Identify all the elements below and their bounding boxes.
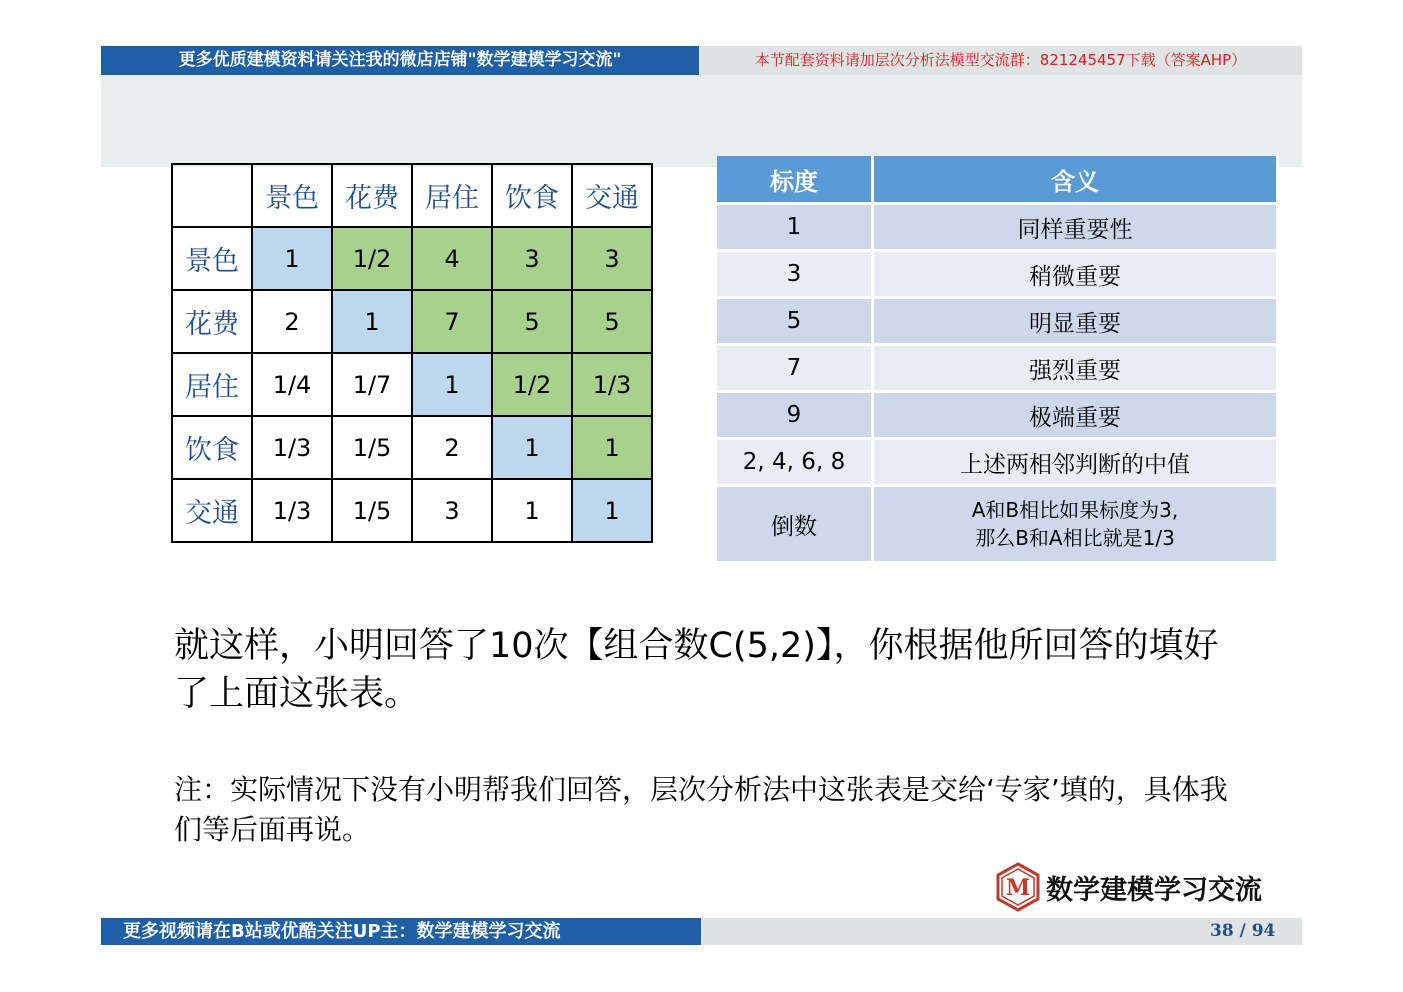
matrix-cell: 1/5 xyxy=(332,416,412,479)
matrix-row-header: 交通 xyxy=(172,479,252,542)
scale-row xyxy=(717,251,1278,298)
scale-meaning: 稍微重要 xyxy=(873,251,1278,298)
matrix-cell: 3 xyxy=(412,479,492,542)
logo-text: 数学建模学习交流 xyxy=(1046,874,1262,906)
matrix-cell: 1 xyxy=(412,353,492,416)
note-paragraph: 注：实际情况下没有小明帮我们回答，层次分析法中这张表是交给‘专家’填的，具体我们等后面再说。 xyxy=(174,773,1228,846)
page-number: 38 / 94 xyxy=(1210,921,1276,941)
matrix-header-row xyxy=(172,164,652,227)
matrix-cell: 1 xyxy=(572,416,652,479)
matrix-col-header: 交通 xyxy=(572,164,652,227)
matrix-row-header: 花费 xyxy=(172,290,252,353)
scale-meaning-line: 那么B和A相比就是1/3 xyxy=(975,526,1175,550)
matrix-cell: 5 xyxy=(492,290,572,353)
scale-meaning: 强烈重要 xyxy=(873,345,1278,392)
header-promo-right: 本节配套资料请加层次分析法模型交流群：821245457下载（答案AHP） xyxy=(699,46,1302,75)
matrix-cell: 3 xyxy=(572,227,652,290)
scale-row xyxy=(717,345,1278,392)
footer-promo: 更多视频请在B站或优酷关注UP主：数学建模学习交流 xyxy=(101,918,701,945)
scale-meaning xyxy=(873,486,1278,563)
scale-meaning: 同样重要性 xyxy=(873,204,1278,251)
matrix-cell: 1/5 xyxy=(332,479,412,542)
matrix-cell: 1 xyxy=(332,290,412,353)
m-hexagon-icon xyxy=(994,862,1042,912)
scale-value: 1 xyxy=(717,204,873,251)
scale-row xyxy=(717,486,1278,563)
matrix-cell: 2 xyxy=(252,290,332,353)
scale-col-header: 标度 xyxy=(717,156,873,204)
matrix-row xyxy=(172,227,652,290)
matrix-cell: 5 xyxy=(572,290,652,353)
matrix-col-header: 居住 xyxy=(412,164,492,227)
matrix-col-header: 花费 xyxy=(332,164,412,227)
scale-header-row xyxy=(717,156,1278,204)
matrix-row-header: 居住 xyxy=(172,353,252,416)
scale-value: 7 xyxy=(717,345,873,392)
matrix-corner-cell xyxy=(172,164,252,227)
matrix-row-header: 景色 xyxy=(172,227,252,290)
matrix-col-header: 景色 xyxy=(252,164,332,227)
scale-table xyxy=(717,156,1279,564)
matrix-col-header: 饮食 xyxy=(492,164,572,227)
matrix-cell: 1/3 xyxy=(572,353,652,416)
scale-value: 5 xyxy=(717,298,873,345)
scale-row xyxy=(717,392,1278,439)
logo-letter: M xyxy=(1005,875,1031,901)
matrix-cell: 1/3 xyxy=(252,479,332,542)
brand-logo xyxy=(994,862,1262,912)
matrix-cell: 1/2 xyxy=(492,353,572,416)
matrix-cell: 1 xyxy=(252,227,332,290)
matrix-cell: 4 xyxy=(412,227,492,290)
meaning-col-header: 含义 xyxy=(873,156,1278,204)
matrix-cell: 1/4 xyxy=(252,353,332,416)
matrix-cell: 1 xyxy=(492,416,572,479)
matrix-cell: 1/7 xyxy=(332,353,412,416)
header-promo-left: 更多优质建模资料请关注我的微店店铺"数学建模学习交流" xyxy=(101,46,699,75)
scale-meaning: 明显重要 xyxy=(873,298,1278,345)
scale-meaning-line: A和B相比如果标度为3, xyxy=(971,498,1179,522)
matrix-cell: 3 xyxy=(492,227,572,290)
matrix-cell: 1/2 xyxy=(332,227,412,290)
scale-row xyxy=(717,204,1278,251)
matrix-cell: 2 xyxy=(412,416,492,479)
matrix-cell: 7 xyxy=(412,290,492,353)
matrix-cell: 1 xyxy=(572,479,652,542)
main-paragraph: 就这样，小明回答了10次【组合数C(5,2)】，你根据他所回答的填好了上面这张表。 xyxy=(174,626,1219,714)
scale-value: 倒数 xyxy=(717,486,873,563)
matrix-row xyxy=(172,479,652,542)
matrix-row-header: 饮食 xyxy=(172,416,252,479)
scale-value: 9 xyxy=(717,392,873,439)
comparison-matrix xyxy=(171,163,653,543)
scale-row xyxy=(717,439,1278,486)
matrix-row xyxy=(172,416,652,479)
matrix-cell: 1 xyxy=(492,479,572,542)
scale-row xyxy=(717,298,1278,345)
scale-meaning: 上述两相邻判断的中值 xyxy=(873,439,1278,486)
scale-meaning: 极端重要 xyxy=(873,392,1278,439)
matrix-cell: 1/3 xyxy=(252,416,332,479)
matrix-row xyxy=(172,353,652,416)
scale-value: 3 xyxy=(717,251,873,298)
scale-value: 2, 4, 6, 8 xyxy=(717,439,873,486)
matrix-row xyxy=(172,290,652,353)
